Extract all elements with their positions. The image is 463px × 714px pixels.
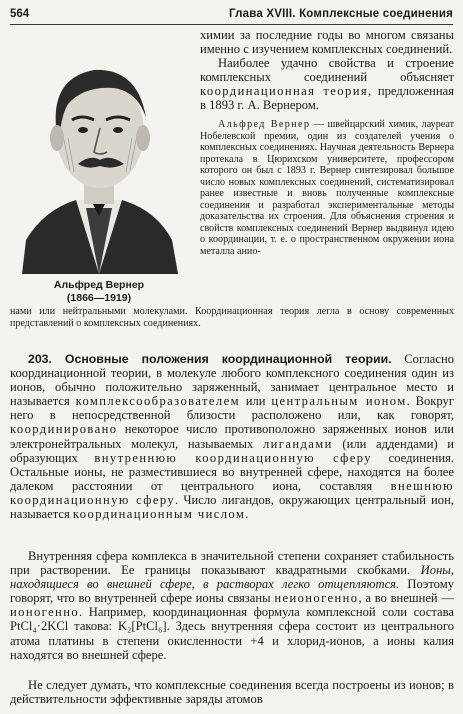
term-coordinated: координировано — [10, 422, 118, 437]
theory-paragraph: Наиболее удачно свойства и строение комплексных соединений объясняет координационная теория, предложенная в 1893 г. А. Вернером. — [200, 56, 454, 112]
chapter-title: Глава XVIII. Комплексные соединения — [229, 8, 453, 20]
closing-paragraph: Не следует думать, что комплексные соединения всегда построены из ионов; в действительности эффективные заряды атомов — [10, 678, 454, 707]
term-coordination-theory: координационная теория — [200, 84, 369, 98]
portrait-caption — [14, 279, 184, 305]
term-central-ion: центральным ионом — [271, 394, 407, 409]
running-header — [10, 6, 453, 25]
term-ligands: лигандами — [262, 436, 333, 451]
term-ionogenic: ионогенно — [10, 605, 80, 620]
bio-name: Альфред Вернер — [218, 119, 311, 130]
caption-name: Альфред Вернер — [53, 279, 145, 291]
italic-statement: Ионы, находящиеся во внешней сфере, в растворах легко отщепляются. — [10, 563, 454, 592]
inner-sphere-paragraph: Внутренняя сфера комплекса в значительной степени сохраняет стабильность при растворении. Ее границы показывают квадратными скобками. Ионы, находящиеся во внешней сфере, в растворах легко отщепляются. Поэтому говорят, что во внутренней сфере ионы связаны неионогенно, а во внешней — ионогенно. Например, координационная формула комплексной соли состава PtCl₄·2KCl такова: K₂[PtCl₆]. Здесь внутренняя сфера состоит из центрального атома платины в степени окисленности +4 и хлорид-ионов, а ионы калия находятся во внешней сфере. — [10, 549, 454, 662]
term-nonionogenic: неионогенно — [274, 591, 359, 606]
caption-years: (1866—1919) — [66, 292, 132, 304]
continuation-paragraph: химии за последние годы во многом связаны именно с изучением комплексных соединений. — [200, 28, 454, 56]
section-heading: 203. Основные положения координационной теории. — [28, 352, 392, 366]
term-outer-sphere: внешнюю координационную сферу — [10, 478, 454, 507]
section-203: 203. Основные положения координационной теории. Согласно координационной теории, в молекуле любого комплексного соединения один из ионов, обычно положительно заряженный, занимает центральное место и называется комплексообразователем или центральным ионом. Вокруг него в непосредственной близости расположено или, как говорят, координировано некоторое число противоположно заряженных ионов или электронейтральных молекул, называемых лигандами (или аддендами) и образующих внутреннюю координационную сферу соединения. Остальные ионы, не разместившиеся во внутренней сфере, находятся на более далеком расстоянии от центрального иона, составляя внешнюю координационную сферу. Число лигандов, окружающих центральный ион, называется координационным числом. — [10, 352, 455, 522]
page-number: 564 — [10, 8, 30, 20]
werner-portrait — [14, 40, 184, 274]
werner-bio: Альфред Вернер — швейцарский химик, лауреат Нобелевской премии, один из создателей учения о комплексных соединениях. Научная деятельность Вернера протекала в Цюрихском университете, профессором которого он был с 1893 г. Вернер синтезировал большое число новых комплексных соединений, систематизировал ранее известные и вновь полученные комплексные соединения и разработал экспериментальные методы доказательства их строения. Для объяснения строения и свойств комплексных соединений Вернер выдвинул идею о координации, т. е. о пространственном окружении иона металла анио- — [200, 119, 455, 258]
term-inner-sphere: внутреннюю координационную сферу — [94, 450, 372, 465]
right-column — [200, 28, 454, 258]
werner-bio-tail: нами или нейтральными молекулами. Координационная теория легла в основу современных представлений о комплексных соединениях. — [10, 306, 454, 329]
term-complexing-agent: комплексообразователем — [75, 394, 240, 409]
term-coordination-number: координационным числом — [72, 507, 246, 522]
